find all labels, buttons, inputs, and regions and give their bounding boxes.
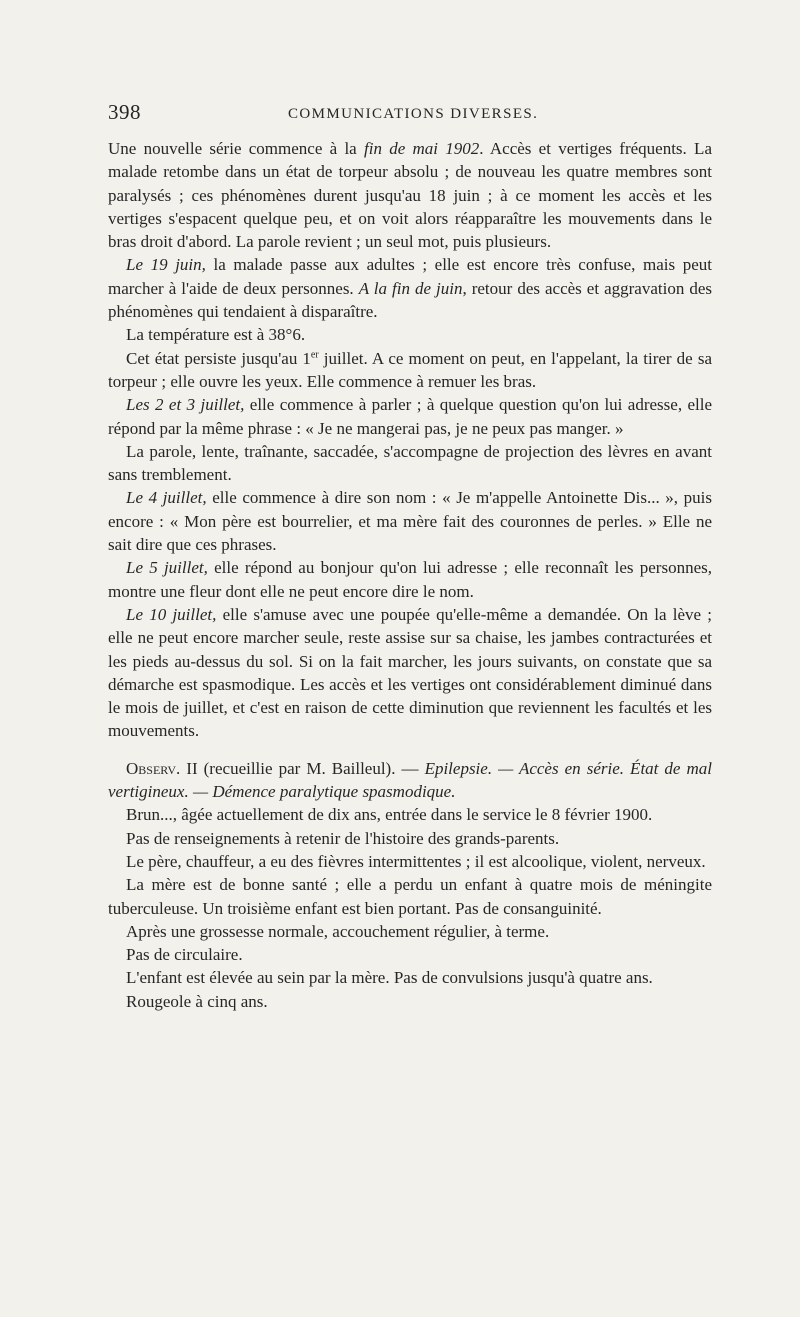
paragraph: L'enfant est élevée au sein par la mère. Pas de convulsions jusqu'à quatre ans.: [126, 968, 653, 988]
observation-heading: [108, 757, 712, 804]
italic-date: A la fin de juin: [358, 278, 463, 298]
text-run: la malade passe aux adultes ; elle est encore très confuse, mais peut marcher à l'aide de deux personnes.: [108, 255, 712, 298]
paragraph: [108, 253, 712, 323]
italic-date: fin de mai 1902: [364, 139, 480, 158]
italic-date: Le 19 juin,: [126, 255, 206, 275]
page-body: [108, 137, 712, 1013]
text-run: II (recueillie par M. Bailleul). —: [180, 758, 425, 778]
text-run: , retour des accès et aggravation des phénomènes qui tendaient à disparaître.: [108, 278, 712, 322]
paragraph: Rougeole à cinq ans.: [126, 991, 268, 1011]
running-head: COMMUNICATIONS DIVERSES.: [288, 106, 539, 122]
italic-date: Les 2 et 3 juillet,: [126, 395, 245, 415]
paragraph: [108, 556, 712, 603]
italic-date: Le 10 juillet,: [126, 604, 217, 624]
text-run: Cet état persiste jusqu'au 1: [126, 348, 311, 368]
paragraph: Pas de renseignements à retenir de l'histoire des grands-parents.: [126, 828, 560, 848]
paragraph: Brun..., âgée actuellement de dix ans, entrée dans le service le 8 février 1900.: [126, 805, 653, 825]
paragraph: La température est à 38°6.: [126, 325, 306, 345]
text-run: elle commence à dire son nom : « Je m'appelle Antoinette Dis... », puis encore : « Mon père est bourrelier, et ma mère fait des couronnes de perles. » Elle ne sait dire que ces phrases.: [108, 488, 712, 555]
paragraph: [108, 603, 712, 743]
paragraph: Après une grossesse normale, accouchement régulier, à terme.: [126, 921, 550, 941]
text-run: elle s'amuse avec une poupée qu'elle-même a demandée. On la lève ; elle ne peut encore marcher seule, reste assise sur sa chaise, les jambes contracturées et les pieds au-dessus du sol. Si on la fait marcher, les jours suivants, on constate que sa démarche est spasmodique. Les accès et les vertiges ont considérablement diminué dans le mois de juillet, et c'est en raison de cette diminution que reviennent les facultés et les mouvements.: [108, 604, 712, 741]
text-run: elle commence à parler ; à quelque question qu'on lui adresse, elle répond par la même phrase : « Je ne mangerai pas, je ne peux pas manger. »: [108, 395, 712, 438]
italic-date: Le 5 juillet,: [126, 558, 208, 578]
observation-label: Observ.: [126, 758, 181, 778]
paragraph: [108, 486, 712, 556]
paragraph: [108, 347, 712, 394]
paragraph: Pas de circulaire.: [126, 945, 243, 965]
text-run: elle répond au bonjour qu'on lui adresse ; elle reconnaît les personnes, montre une fleur dont elle ne peut encore dire le nom.: [108, 558, 712, 601]
text-run: Une nouvelle série commence à la: [108, 139, 364, 158]
superscript: er: [310, 349, 319, 361]
page-header: [108, 100, 712, 128]
paragraph: [108, 393, 712, 440]
italic-date: Le 4 juillet,: [126, 488, 207, 508]
text-run: juillet. A ce moment on peut, en l'appelant, la tirer de sa torpeur ; elle ouvre les yeux. Elle commence à remuer les bras.: [108, 348, 712, 391]
page-number: 398: [108, 100, 141, 124]
paragraph: [108, 137, 712, 253]
observation-title: Epilepsie. — Accès en série. État de mal vertigineux. — Démence paralytique spasmodique.: [108, 758, 713, 802]
text-run: . Accès et vertiges fréquents. La malade retombe dans un état de torpeur absolu ; de nouveau les quatre membres sont paralysés ; ces phénomènes durent jusqu'au 18 juin ; à ce moment les accès et les vertiges s'espacent quelque peu, et on voit alors réapparaître les mouvements dans le bras droit d'abord. La parole revient ; un seul mot, puis plusieurs.: [108, 139, 712, 252]
paragraph: La parole, lente, traînante, saccadée, s'accompagne de projection des lèvres en avant sans tremblement.: [108, 441, 712, 485]
paragraph: La mère est de bonne santé ; elle a perdu un enfant à quatre mois de méningite tuberculeuse. Un troisième enfant est bien portant. Pas de consanguinité.: [108, 875, 712, 918]
paragraph: Le père, chauffeur, a eu des fièvres intermittentes ; il est alcoolique, violent, nerveux.: [126, 851, 706, 871]
